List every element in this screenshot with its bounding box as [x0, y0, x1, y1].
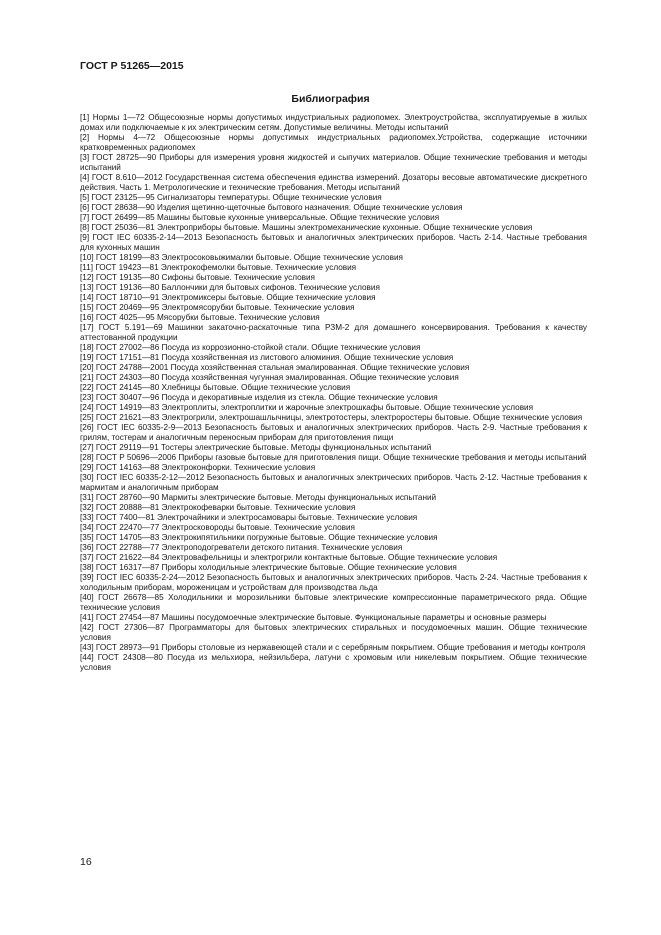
bibliography-item: [13] ГОСТ 19136—80 Баллончики для бытовых сифонов. Технические условия: [80, 283, 380, 292]
bibliography-item: [1] Нормы 1—72 Общесоюзные нормы допустимых индустриальных радиопомех. Электроустройства, эксплуатируемые в жилых домах или подключаемые к их электрическим сетям. Допустимые величины. Методы испытаний: [80, 113, 587, 132]
bibliography-item: [19] ГОСТ 17151—81 Посуда хозяйственная из листового алюминия. Общие технические условия: [80, 353, 454, 362]
bibliography-item: [31] ГОСТ 28760—90 Мармиты электрические бытовые. Методы функциональных испытаний: [80, 493, 437, 502]
bibliography-item: [26] ГОСТ IEC 60335-2-9—2013 Безопасность бытовых и аналогичных электрических приборов. Часть 2-9. Частные требования к грилям, тостерам и аналогичным переносным приборам для приготовления пищи: [80, 423, 587, 442]
bibliography-item: [2] Нормы 4—72 Общесоюзные нормы допустимых индустриальных радиопомех.Устройства, содержащие источники кратковременных радиопомех: [80, 133, 587, 152]
bibliography-item: [14] ГОСТ 18710—91 Электромиксеры бытовые. Общие технические условия: [80, 293, 376, 302]
bibliography-item: [40] ГОСТ 26678—85 Холодильники и морозильники бытовые электрические компрессионные параметрического ряда. Общие технические условия: [80, 593, 587, 612]
bibliography-item: [24] ГОСТ 14919—83 Электроплиты, электроплитки и жарочные электрошкафы бытовые. Общие технические условия: [80, 403, 534, 412]
bibliography-item: [41] ГОСТ 27454—87 Машины посудомоечные электрические бытовые. Функциональные параметры и основные размеры: [80, 613, 547, 622]
bibliography-item: [37] ГОСТ 21622—84 Электровафельницы и электрогрили контактные бытовые. Общие технические условия: [80, 553, 498, 562]
bibliography-item: [34] ГОСТ 22470—77 Электросковороды бытовые. Технические условия: [80, 523, 355, 532]
bibliography-item: [3] ГОСТ 28725—90 Приборы для измерения уровня жидкостей и сыпучих материалов. Общие технические требования и методы испытаний: [80, 153, 587, 172]
bibliography-item: [35] ГОСТ 14705—83 Электрокипятильники погружные бытовые. Общие технические условия: [80, 533, 438, 542]
bibliography-item: [15] ГОСТ 20469—95 Электромясорубки бытовые. Технические условия: [80, 303, 355, 312]
bibliography-item: [23] ГОСТ 30407—96 Посуда и декоративные изделия из стекла. Общие технические условия: [80, 393, 438, 402]
bibliography-item: [27] ГОСТ 29119—91 Тостеры электрические бытовые. Методы функциональных испытаний: [80, 443, 432, 452]
bibliography-item: [42] ГОСТ 27306—87 Программаторы для бытовых электрических стиральных и посудомоечных машин. Общие технические условия: [80, 623, 587, 642]
bibliography-item: [5] ГОСТ 23125—95 Сигнализаторы температуры. Общие технические условия: [80, 193, 382, 202]
bibliography-item: [33] ГОСТ 7400—81 Электрочайники и электросамовары бытовые. Технические условия: [80, 513, 418, 522]
bibliography-item: [39] ГОСТ IEC 60335-2-24—2012 Безопасность бытовых и аналогичных электрических приборов. Часть 2-24. Частные требования к холодильным приборам, мороженицам и устройствам для производства льда: [80, 573, 587, 592]
bibliography-item: [22] ГОСТ 24145—80 Хлебницы бытовые. Общие технические условия: [80, 383, 351, 392]
bibliography-item: [28] ГОСТ Р 50696—2006 Приборы газовые бытовые для приготовления пищи. Общие технические требования и методы испытаний: [80, 453, 587, 462]
bibliography-item: [44] ГОСТ 24308—80 Посуда из мельхиора, нейзильбера, латуни с хромовым или никелевым покрытием. Общие технические условия: [80, 653, 587, 672]
bibliography-item: [6] ГОСТ 28638—90 Изделия щетинно-щеточные бытового назначения. Общие технические условия: [80, 203, 463, 212]
bibliography-item: [12] ГОСТ 19135—80 Сифоны бытовые. Технические условия: [80, 273, 315, 282]
page-number: 16: [80, 856, 92, 868]
bibliography-item: [32] ГОСТ 20888—81 Электрокофеварки бытовые. Технические условия: [80, 503, 356, 512]
bibliography-item: [17] ГОСТ 5.191—69 Машинки закаточно-раскаточные типа РЗМ-2 для домашнего консервирования. Требования к качеству аттестованной продукции: [80, 323, 587, 342]
bibliography-item: [29] ГОСТ 14163—88 Электроконфорки. Технические условия: [80, 463, 316, 472]
bibliography-item: [4] ГОСТ 8.610—2012 Государственная система обеспечения единства измерений. Дозаторы весовые автоматические дискретного действия. Часть 1. Метрологические и технические требования. Методы испытаний: [80, 173, 587, 192]
bibliography-item: [36] ГОСТ 22788—77 Электроподогреватели детского питания. Технические условия: [80, 543, 403, 552]
document-header: ГОСТ Р 51265—2015: [80, 60, 184, 72]
bibliography-item: [30] ГОСТ IEC 60335-2-12—2012 Безопасность бытовых и аналогичных электрических приборов. Часть 2-12. Частные требования к мармитам и аналогичным приборам: [80, 473, 587, 492]
bibliography-item: [10] ГОСТ 18199—83 Электросоковыжималки бытовые. Общие технические условия: [80, 253, 403, 262]
bibliography-item: [18] ГОСТ 27002—86 Посуда из коррозионно-стойкой стали. Общие технические условия: [80, 343, 421, 352]
page-title: Библиография: [291, 93, 370, 105]
bibliography-item: [9] ГОСТ IEC 60335-2-14—2013 Безопасность бытовых и аналогичных электрических приборов. Часть 2-14. Частные требования для кухонных машин: [80, 233, 587, 252]
bibliography-item: [25] ГОСТ 21621—83 Электрогрили, электрошашлычницы, электротостеры, электроростеры бытовые. Общие технические условия: [80, 413, 583, 422]
bibliography-item: [11] ГОСТ 19423—81 Электрокофемолки бытовые. Технические условия: [80, 263, 357, 272]
bibliography-item: [43] ГОСТ 28973—91 Приборы столовые из нержавеющей стали и с серебряным покрытием. Общие требования и методы контроля: [80, 643, 586, 652]
bibliography-item: [16] ГОСТ 4025—95 Мясорубки бытовые. Технические условия: [80, 313, 320, 322]
bibliography-list: [80, 113, 587, 673]
bibliography-item: [8] ГОСТ 25036—81 Электроприборы бытовые. Машины электромеханические кухонные. Общие технические условия: [80, 223, 533, 232]
bibliography-item: [21] ГОСТ 24303—80 Посуда хозяйственная чугунная эмалированная. Общие технические условия: [80, 373, 459, 382]
bibliography-item: [20] ГОСТ 24788—2001 Посуда хозяйственная стальная эмалированная. Общие технические условия: [80, 363, 470, 372]
bibliography-item: [7] ГОСТ 26499—85 Машины бытовые кухонные универсальные. Общие технические условия: [80, 213, 440, 222]
bibliography-item: [38] ГОСТ 16317—87 Приборы холодильные электрические бытовые. Общие технические условия: [80, 563, 457, 572]
